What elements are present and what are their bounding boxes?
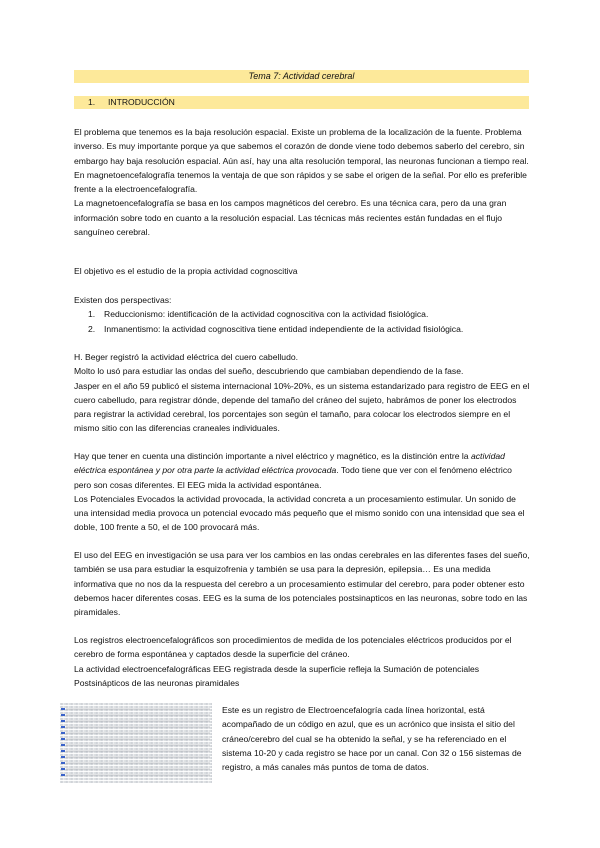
list-item — [74, 322, 530, 336]
paragraph: Jasper en el año 59 publicó el sistema internacional 10%-20%, es un sistema estandarizado para registro de EEG en el cuero cabelludo, para registrar dónde, depende del tamaño del cráneo del sujeto, habrámos de poner los electrodos para registrar la actividad cerebral, los porcentajes son según el tamaño, para colocar los electrodos siempre en el mismo sitio con las diferencias craneales individuales. — [74, 380, 530, 434]
objective-paragraph: El objetivo es el estudio de la propia actividad cognoscitiva — [74, 266, 298, 276]
registers-block — [74, 633, 530, 690]
perspectives-intro: Existen dos perspectivas: — [74, 295, 172, 305]
list-item — [74, 307, 530, 321]
section-number: 1. — [88, 97, 96, 107]
figure-caption — [222, 703, 532, 774]
paragraph — [74, 449, 530, 492]
paragraph: Los registros electroencefalográficos son procedimientos de medida de los potenciales eléctricos producidos por el cerebro de forma espontánea y captados desde la superficie del cráneo. — [74, 635, 512, 660]
text-run: Hay que tener en cuenta una distinción importante a nivel eléctrico y magnético, es la distinción entre la — [74, 451, 471, 461]
paragraph: En magnetoencefalografía tenemos la ventaja de que son rápidos y se sabe el origen de la señal. Por ello es preferible frente a la electroencefalografía. — [74, 169, 527, 195]
history-block — [74, 350, 530, 436]
intro-block — [74, 125, 530, 239]
paragraph: H. Beger registró la actividad eléctrica del cuero cabelludo. — [74, 352, 299, 362]
paragraph: Este es un registro de Electroencefalogría cada línea horizontal, está acompañado de un código en azul, que es un acrónico que insista el sitio del cráneo/cerebro del cual se ha obtenido la señal, y se ha referenciado en el sistema 10-20 y cada registro se hace por un canal. Con 32 o 156 sistemas de registro, a más canales más puntos de toma de datos. — [222, 705, 522, 773]
list-number: 1. — [88, 309, 96, 320]
eeg-recording-image — [60, 703, 212, 783]
list-number: 2. — [88, 323, 96, 334]
list-text: Reduccionismo: identificación de la actividad cognoscitiva con la actividad fisiológica. — [104, 309, 429, 320]
paragraph: Los Potenciales Evocados la actividad provocada, la actividad concreta a un procesamiento estimular. Un sonido de una intensidad media provoca un potencial evocado más pequeño que el mismo sonido con una intensidad que sea el doble, 100 frente a 50, el de 100 provocará más. — [74, 493, 525, 533]
perspectives-block — [74, 293, 530, 336]
section-label: INTRODUCCIÓN — [108, 97, 175, 107]
text-run: . Todo tiene que ver con el fenómeno eléctrico pero son cosas diferentes. El EEG mida la actividad espontánea. — [74, 465, 512, 490]
section-heading — [74, 96, 529, 109]
paragraph: El problema que tenemos es la baja resolución espacial. Existe un problema de la localización de la fuente. Problema inverso. Es muy importante porque ya que sabemos el corazón de donde viene todo debemos saberlo del cerebro, sin embargo hay baja resolución espacial. Aún así, hay una alta resolución temporal, las neuronas funcionan a tiempo real. — [74, 127, 529, 166]
distinction-block — [74, 449, 530, 535]
uses-paragraph: El uso del EEG en investigación se usa para ver los cambios en las ondas cerebrales en las diferentes fases del sueño, también se usa para estudiar la esquizofrenia y también se usa para la depresión, epilepsia… Es una medida informativa que no nos da la respuesta del cerebro a un procesamiento estimular del cerebro, para poder obtener esto debemos hacer diferentes cosas. EEG es la suma de los potenciales postsinapticos en las neuronas, sobre todo en las piramidales. — [74, 550, 530, 618]
paragraph: La magnetoencefalografía se basa en los campos magnéticos del cerebro. Es una técnica cara, pero da una gran información sobre todo en cuanto a la resolución espacial. Las técnicas más recientes están fundadas en el flujo sanguíneo cerebral. — [74, 198, 507, 238]
italic-text: actividad eléctrica espontánea y por otra parte la actividad eléctrica provocada — [74, 451, 505, 476]
list-text: Inmanentismo: la actividad cognoscitiva tiene entidad independiente de la actividad fisiológica. — [104, 323, 464, 334]
paragraph: Molto lo usó para estudiar las ondas del sueño, descubriendo que cambiaban dependiendo de la fase. — [74, 366, 464, 377]
eeg-traces-graphic — [60, 703, 212, 783]
document-title: Tema 7: Actividad cerebral — [74, 70, 529, 83]
paragraph: La actividad electroencefalográficas EEG registrada desde la superficie refleja la Sumación de potenciales Postsinápticos de las neuronas piramidales — [74, 663, 480, 688]
perspectives-list — [74, 307, 530, 336]
